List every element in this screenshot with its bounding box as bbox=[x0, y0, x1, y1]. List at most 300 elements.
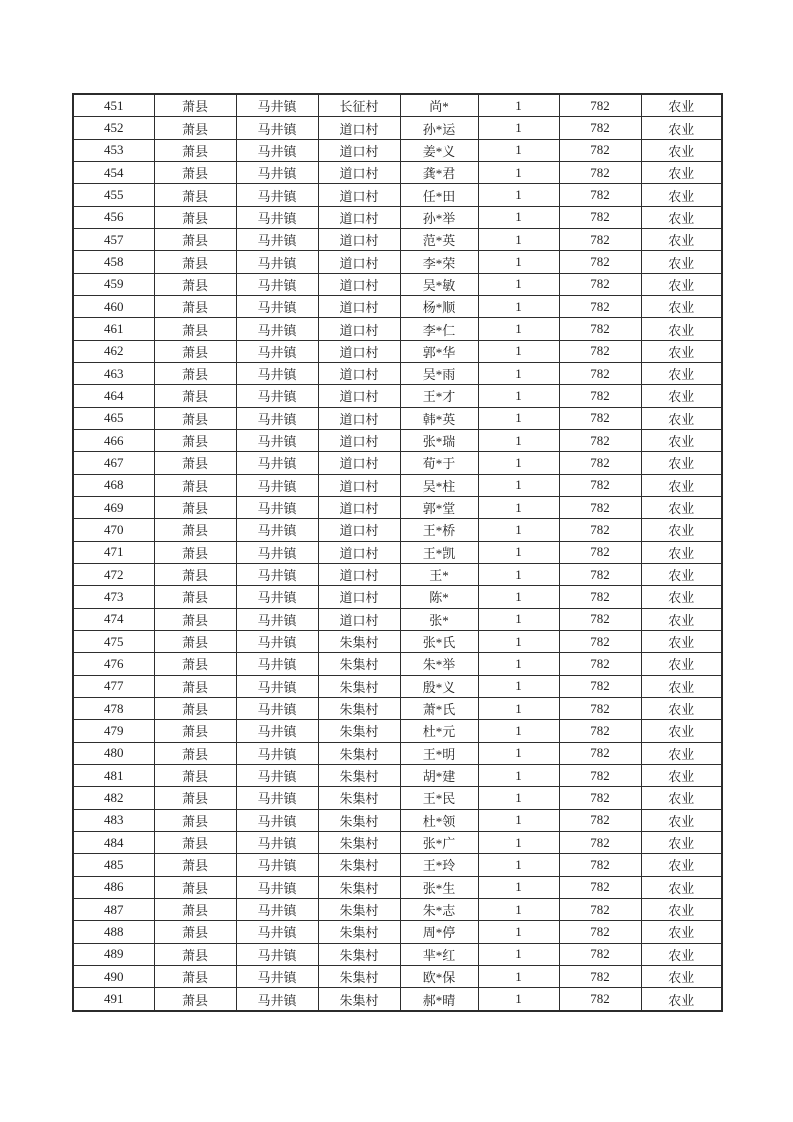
category-cell: 农业 bbox=[641, 184, 722, 206]
category-cell: 农业 bbox=[641, 385, 722, 407]
table-row bbox=[73, 117, 722, 139]
quantity-cell: 1 bbox=[478, 809, 559, 831]
person-name-cell: 孙*举 bbox=[400, 206, 478, 228]
quantity-cell: 1 bbox=[478, 318, 559, 340]
town-cell: 马井镇 bbox=[236, 563, 318, 585]
row-number-cell: 474 bbox=[73, 608, 154, 630]
quantity-cell: 1 bbox=[478, 474, 559, 496]
row-number-cell: 460 bbox=[73, 296, 154, 318]
county-cell: 萧县 bbox=[154, 519, 236, 541]
person-name-cell: 吴*敏 bbox=[400, 273, 478, 295]
table-row bbox=[73, 921, 722, 943]
row-number-cell: 482 bbox=[73, 787, 154, 809]
person-name-cell: 张*瑞 bbox=[400, 429, 478, 451]
town-cell: 马井镇 bbox=[236, 296, 318, 318]
table-row bbox=[73, 273, 722, 295]
village-cell: 朱集村 bbox=[318, 720, 400, 742]
category-cell: 农业 bbox=[641, 496, 722, 518]
amount-cell: 782 bbox=[559, 831, 641, 853]
village-cell: 道口村 bbox=[318, 452, 400, 474]
county-cell: 萧县 bbox=[154, 184, 236, 206]
town-cell: 马井镇 bbox=[236, 787, 318, 809]
county-cell: 萧县 bbox=[154, 876, 236, 898]
person-name-cell: 李*仁 bbox=[400, 318, 478, 340]
county-cell: 萧县 bbox=[154, 474, 236, 496]
county-cell: 萧县 bbox=[154, 787, 236, 809]
town-cell: 马井镇 bbox=[236, 385, 318, 407]
category-cell: 农业 bbox=[641, 988, 722, 1011]
county-cell: 萧县 bbox=[154, 94, 236, 117]
county-cell: 萧县 bbox=[154, 608, 236, 630]
table-row bbox=[73, 296, 722, 318]
county-cell: 萧县 bbox=[154, 385, 236, 407]
table-row bbox=[73, 162, 722, 184]
county-cell: 萧县 bbox=[154, 363, 236, 385]
amount-cell: 782 bbox=[559, 630, 641, 652]
amount-cell: 782 bbox=[559, 184, 641, 206]
quantity-cell: 1 bbox=[478, 429, 559, 451]
table-row bbox=[73, 943, 722, 965]
county-cell: 萧县 bbox=[154, 407, 236, 429]
village-cell: 道口村 bbox=[318, 206, 400, 228]
row-number-cell: 453 bbox=[73, 139, 154, 161]
quantity-cell: 1 bbox=[478, 541, 559, 563]
quantity-cell: 1 bbox=[478, 608, 559, 630]
person-name-cell: 王*玲 bbox=[400, 854, 478, 876]
town-cell: 马井镇 bbox=[236, 117, 318, 139]
table-row bbox=[73, 697, 722, 719]
amount-cell: 782 bbox=[559, 296, 641, 318]
row-number-cell: 484 bbox=[73, 831, 154, 853]
row-number-cell: 472 bbox=[73, 563, 154, 585]
table-row bbox=[73, 474, 722, 496]
person-name-cell: 胡*建 bbox=[400, 764, 478, 786]
county-cell: 萧县 bbox=[154, 965, 236, 987]
town-cell: 马井镇 bbox=[236, 876, 318, 898]
county-cell: 萧县 bbox=[154, 854, 236, 876]
person-name-cell: 王*桥 bbox=[400, 519, 478, 541]
category-cell: 农业 bbox=[641, 943, 722, 965]
county-cell: 萧县 bbox=[154, 742, 236, 764]
table-row bbox=[73, 630, 722, 652]
town-cell: 马井镇 bbox=[236, 429, 318, 451]
village-cell: 道口村 bbox=[318, 296, 400, 318]
category-cell: 农业 bbox=[641, 720, 722, 742]
table-row bbox=[73, 251, 722, 273]
quantity-cell: 1 bbox=[478, 787, 559, 809]
amount-cell: 782 bbox=[559, 697, 641, 719]
category-cell: 农业 bbox=[641, 675, 722, 697]
town-cell: 马井镇 bbox=[236, 407, 318, 429]
village-cell: 道口村 bbox=[318, 340, 400, 362]
town-cell: 马井镇 bbox=[236, 94, 318, 117]
amount-cell: 782 bbox=[559, 452, 641, 474]
amount-cell: 782 bbox=[559, 563, 641, 585]
amount-cell: 782 bbox=[559, 720, 641, 742]
amount-cell: 782 bbox=[559, 541, 641, 563]
category-cell: 农业 bbox=[641, 653, 722, 675]
amount-cell: 782 bbox=[559, 206, 641, 228]
amount-cell: 782 bbox=[559, 162, 641, 184]
quantity-cell: 1 bbox=[478, 184, 559, 206]
county-cell: 萧县 bbox=[154, 273, 236, 295]
table-row bbox=[73, 876, 722, 898]
town-cell: 马井镇 bbox=[236, 251, 318, 273]
row-number-cell: 479 bbox=[73, 720, 154, 742]
table-row bbox=[73, 340, 722, 362]
county-cell: 萧县 bbox=[154, 697, 236, 719]
category-cell: 农业 bbox=[641, 474, 722, 496]
table-row bbox=[73, 831, 722, 853]
category-cell: 农业 bbox=[641, 541, 722, 563]
county-cell: 萧县 bbox=[154, 139, 236, 161]
category-cell: 农业 bbox=[641, 206, 722, 228]
category-cell: 农业 bbox=[641, 898, 722, 920]
county-cell: 萧县 bbox=[154, 429, 236, 451]
row-number-cell: 483 bbox=[73, 809, 154, 831]
category-cell: 农业 bbox=[641, 742, 722, 764]
row-number-cell: 470 bbox=[73, 519, 154, 541]
row-number-cell: 473 bbox=[73, 586, 154, 608]
row-number-cell: 452 bbox=[73, 117, 154, 139]
amount-cell: 782 bbox=[559, 764, 641, 786]
county-cell: 萧县 bbox=[154, 653, 236, 675]
table-row bbox=[73, 854, 722, 876]
village-cell: 朱集村 bbox=[318, 854, 400, 876]
county-cell: 萧县 bbox=[154, 943, 236, 965]
row-number-cell: 459 bbox=[73, 273, 154, 295]
town-cell: 马井镇 bbox=[236, 474, 318, 496]
row-number-cell: 455 bbox=[73, 184, 154, 206]
village-cell: 道口村 bbox=[318, 429, 400, 451]
village-cell: 道口村 bbox=[318, 363, 400, 385]
category-cell: 农业 bbox=[641, 921, 722, 943]
village-cell: 朱集村 bbox=[318, 630, 400, 652]
person-name-cell: 杨*顺 bbox=[400, 296, 478, 318]
quantity-cell: 1 bbox=[478, 340, 559, 362]
quantity-cell: 1 bbox=[478, 831, 559, 853]
county-cell: 萧县 bbox=[154, 296, 236, 318]
amount-cell: 782 bbox=[559, 429, 641, 451]
village-cell: 朱集村 bbox=[318, 965, 400, 987]
category-cell: 农业 bbox=[641, 429, 722, 451]
amount-cell: 782 bbox=[559, 898, 641, 920]
table-row bbox=[73, 988, 722, 1011]
town-cell: 马井镇 bbox=[236, 697, 318, 719]
person-name-cell: 欧*保 bbox=[400, 965, 478, 987]
row-number-cell: 451 bbox=[73, 94, 154, 117]
village-cell: 道口村 bbox=[318, 563, 400, 585]
quantity-cell: 1 bbox=[478, 363, 559, 385]
category-cell: 农业 bbox=[641, 340, 722, 362]
table-body bbox=[73, 94, 722, 1011]
category-cell: 农业 bbox=[641, 407, 722, 429]
amount-cell: 782 bbox=[559, 608, 641, 630]
amount-cell: 782 bbox=[559, 809, 641, 831]
person-name-cell: 范*英 bbox=[400, 229, 478, 251]
row-number-cell: 467 bbox=[73, 452, 154, 474]
county-cell: 萧县 bbox=[154, 117, 236, 139]
row-number-cell: 490 bbox=[73, 965, 154, 987]
table-row bbox=[73, 541, 722, 563]
table-row bbox=[73, 229, 722, 251]
town-cell: 马井镇 bbox=[236, 184, 318, 206]
category-cell: 农业 bbox=[641, 229, 722, 251]
quantity-cell: 1 bbox=[478, 988, 559, 1011]
town-cell: 马井镇 bbox=[236, 608, 318, 630]
person-name-cell: 郭*华 bbox=[400, 340, 478, 362]
county-cell: 萧县 bbox=[154, 809, 236, 831]
county-cell: 萧县 bbox=[154, 764, 236, 786]
quantity-cell: 1 bbox=[478, 452, 559, 474]
person-name-cell: 郭*堂 bbox=[400, 496, 478, 518]
quantity-cell: 1 bbox=[478, 720, 559, 742]
town-cell: 马井镇 bbox=[236, 630, 318, 652]
town-cell: 马井镇 bbox=[236, 318, 318, 340]
village-cell: 朱集村 bbox=[318, 876, 400, 898]
county-cell: 萧县 bbox=[154, 229, 236, 251]
table-row bbox=[73, 563, 722, 585]
town-cell: 马井镇 bbox=[236, 854, 318, 876]
person-name-cell: 任*田 bbox=[400, 184, 478, 206]
category-cell: 农业 bbox=[641, 519, 722, 541]
row-number-cell: 476 bbox=[73, 653, 154, 675]
town-cell: 马井镇 bbox=[236, 206, 318, 228]
amount-cell: 782 bbox=[559, 385, 641, 407]
town-cell: 马井镇 bbox=[236, 139, 318, 161]
person-name-cell: 吴*雨 bbox=[400, 363, 478, 385]
county-cell: 萧县 bbox=[154, 630, 236, 652]
county-cell: 萧县 bbox=[154, 206, 236, 228]
person-name-cell: 朱*举 bbox=[400, 653, 478, 675]
quantity-cell: 1 bbox=[478, 697, 559, 719]
category-cell: 农业 bbox=[641, 251, 722, 273]
village-cell: 道口村 bbox=[318, 608, 400, 630]
village-cell: 朱集村 bbox=[318, 787, 400, 809]
town-cell: 马井镇 bbox=[236, 586, 318, 608]
person-name-cell: 王*明 bbox=[400, 742, 478, 764]
quantity-cell: 1 bbox=[478, 854, 559, 876]
town-cell: 马井镇 bbox=[236, 229, 318, 251]
amount-cell: 782 bbox=[559, 943, 641, 965]
quantity-cell: 1 bbox=[478, 653, 559, 675]
person-name-cell: 龚*君 bbox=[400, 162, 478, 184]
row-number-cell: 487 bbox=[73, 898, 154, 920]
quantity-cell: 1 bbox=[478, 921, 559, 943]
village-cell: 道口村 bbox=[318, 229, 400, 251]
person-name-cell: 周*停 bbox=[400, 921, 478, 943]
amount-cell: 782 bbox=[559, 363, 641, 385]
county-cell: 萧县 bbox=[154, 563, 236, 585]
village-cell: 道口村 bbox=[318, 586, 400, 608]
quantity-cell: 1 bbox=[478, 630, 559, 652]
table-row bbox=[73, 363, 722, 385]
table-row bbox=[73, 407, 722, 429]
town-cell: 马井镇 bbox=[236, 452, 318, 474]
town-cell: 马井镇 bbox=[236, 965, 318, 987]
town-cell: 马井镇 bbox=[236, 273, 318, 295]
table-row bbox=[73, 385, 722, 407]
person-name-cell: 张*氏 bbox=[400, 630, 478, 652]
category-cell: 农业 bbox=[641, 117, 722, 139]
row-number-cell: 486 bbox=[73, 876, 154, 898]
county-cell: 萧县 bbox=[154, 921, 236, 943]
county-cell: 萧县 bbox=[154, 452, 236, 474]
row-number-cell: 468 bbox=[73, 474, 154, 496]
category-cell: 农业 bbox=[641, 563, 722, 585]
category-cell: 农业 bbox=[641, 296, 722, 318]
amount-cell: 782 bbox=[559, 229, 641, 251]
amount-cell: 782 bbox=[559, 965, 641, 987]
table-row bbox=[73, 429, 722, 451]
county-cell: 萧县 bbox=[154, 496, 236, 518]
table-row bbox=[73, 318, 722, 340]
town-cell: 马井镇 bbox=[236, 162, 318, 184]
person-name-cell: 孙*运 bbox=[400, 117, 478, 139]
row-number-cell: 466 bbox=[73, 429, 154, 451]
table-row bbox=[73, 452, 722, 474]
village-cell: 朱集村 bbox=[318, 675, 400, 697]
county-cell: 萧县 bbox=[154, 720, 236, 742]
town-cell: 马井镇 bbox=[236, 363, 318, 385]
table-row bbox=[73, 206, 722, 228]
quantity-cell: 1 bbox=[478, 251, 559, 273]
county-cell: 萧县 bbox=[154, 340, 236, 362]
person-name-cell: 荀*于 bbox=[400, 452, 478, 474]
quantity-cell: 1 bbox=[478, 407, 559, 429]
row-number-cell: 478 bbox=[73, 697, 154, 719]
person-name-cell: 杜*领 bbox=[400, 809, 478, 831]
category-cell: 农业 bbox=[641, 854, 722, 876]
category-cell: 农业 bbox=[641, 162, 722, 184]
row-number-cell: 485 bbox=[73, 854, 154, 876]
quantity-cell: 1 bbox=[478, 229, 559, 251]
category-cell: 农业 bbox=[641, 876, 722, 898]
town-cell: 马井镇 bbox=[236, 764, 318, 786]
row-number-cell: 458 bbox=[73, 251, 154, 273]
person-name-cell: 王*民 bbox=[400, 787, 478, 809]
person-name-cell: 萧*氏 bbox=[400, 697, 478, 719]
town-cell: 马井镇 bbox=[236, 921, 318, 943]
village-cell: 道口村 bbox=[318, 318, 400, 340]
quantity-cell: 1 bbox=[478, 764, 559, 786]
table-row bbox=[73, 94, 722, 117]
person-name-cell: 张*广 bbox=[400, 831, 478, 853]
county-cell: 萧县 bbox=[154, 318, 236, 340]
village-cell: 朱集村 bbox=[318, 697, 400, 719]
category-cell: 农业 bbox=[641, 764, 722, 786]
person-name-cell: 尚* bbox=[400, 94, 478, 117]
table-row bbox=[73, 787, 722, 809]
quantity-cell: 1 bbox=[478, 94, 559, 117]
row-number-cell: 457 bbox=[73, 229, 154, 251]
table-row bbox=[73, 809, 722, 831]
person-name-cell: 陈* bbox=[400, 586, 478, 608]
amount-cell: 782 bbox=[559, 742, 641, 764]
person-name-cell: 郝*晴 bbox=[400, 988, 478, 1011]
amount-cell: 782 bbox=[559, 988, 641, 1011]
county-cell: 萧县 bbox=[154, 251, 236, 273]
village-cell: 朱集村 bbox=[318, 943, 400, 965]
county-cell: 萧县 bbox=[154, 586, 236, 608]
category-cell: 农业 bbox=[641, 697, 722, 719]
row-number-cell: 464 bbox=[73, 385, 154, 407]
amount-cell: 782 bbox=[559, 519, 641, 541]
amount-cell: 782 bbox=[559, 407, 641, 429]
subsidy-table bbox=[72, 93, 723, 1012]
quantity-cell: 1 bbox=[478, 876, 559, 898]
table-row bbox=[73, 965, 722, 987]
amount-cell: 782 bbox=[559, 675, 641, 697]
category-cell: 农业 bbox=[641, 318, 722, 340]
row-number-cell: 454 bbox=[73, 162, 154, 184]
quantity-cell: 1 bbox=[478, 117, 559, 139]
village-cell: 朱集村 bbox=[318, 988, 400, 1011]
amount-cell: 782 bbox=[559, 340, 641, 362]
village-cell: 道口村 bbox=[318, 184, 400, 206]
county-cell: 萧县 bbox=[154, 162, 236, 184]
person-name-cell: 李*荣 bbox=[400, 251, 478, 273]
table-row bbox=[73, 519, 722, 541]
quantity-cell: 1 bbox=[478, 162, 559, 184]
county-cell: 萧县 bbox=[154, 675, 236, 697]
amount-cell: 782 bbox=[559, 251, 641, 273]
amount-cell: 782 bbox=[559, 854, 641, 876]
quantity-cell: 1 bbox=[478, 496, 559, 518]
quantity-cell: 1 bbox=[478, 519, 559, 541]
table-row bbox=[73, 608, 722, 630]
town-cell: 马井镇 bbox=[236, 496, 318, 518]
table-row bbox=[73, 898, 722, 920]
person-name-cell: 王*才 bbox=[400, 385, 478, 407]
category-cell: 农业 bbox=[641, 139, 722, 161]
village-cell: 朱集村 bbox=[318, 653, 400, 675]
person-name-cell: 张*生 bbox=[400, 876, 478, 898]
amount-cell: 782 bbox=[559, 787, 641, 809]
person-name-cell: 张* bbox=[400, 608, 478, 630]
quantity-cell: 1 bbox=[478, 563, 559, 585]
village-cell: 长征村 bbox=[318, 94, 400, 117]
category-cell: 农业 bbox=[641, 630, 722, 652]
row-number-cell: 469 bbox=[73, 496, 154, 518]
town-cell: 马井镇 bbox=[236, 898, 318, 920]
person-name-cell: 杜*元 bbox=[400, 720, 478, 742]
village-cell: 朱集村 bbox=[318, 742, 400, 764]
person-name-cell: 殷*义 bbox=[400, 675, 478, 697]
quantity-cell: 1 bbox=[478, 385, 559, 407]
row-number-cell: 475 bbox=[73, 630, 154, 652]
row-number-cell: 461 bbox=[73, 318, 154, 340]
town-cell: 马井镇 bbox=[236, 519, 318, 541]
village-cell: 道口村 bbox=[318, 162, 400, 184]
category-cell: 农业 bbox=[641, 608, 722, 630]
table-row bbox=[73, 496, 722, 518]
village-cell: 道口村 bbox=[318, 117, 400, 139]
amount-cell: 782 bbox=[559, 94, 641, 117]
county-cell: 萧县 bbox=[154, 988, 236, 1011]
village-cell: 道口村 bbox=[318, 496, 400, 518]
category-cell: 农业 bbox=[641, 586, 722, 608]
quantity-cell: 1 bbox=[478, 742, 559, 764]
table-row bbox=[73, 586, 722, 608]
person-name-cell: 姜*义 bbox=[400, 139, 478, 161]
village-cell: 道口村 bbox=[318, 139, 400, 161]
village-cell: 朱集村 bbox=[318, 831, 400, 853]
county-cell: 萧县 bbox=[154, 898, 236, 920]
town-cell: 马井镇 bbox=[236, 340, 318, 362]
row-number-cell: 463 bbox=[73, 363, 154, 385]
category-cell: 农业 bbox=[641, 94, 722, 117]
